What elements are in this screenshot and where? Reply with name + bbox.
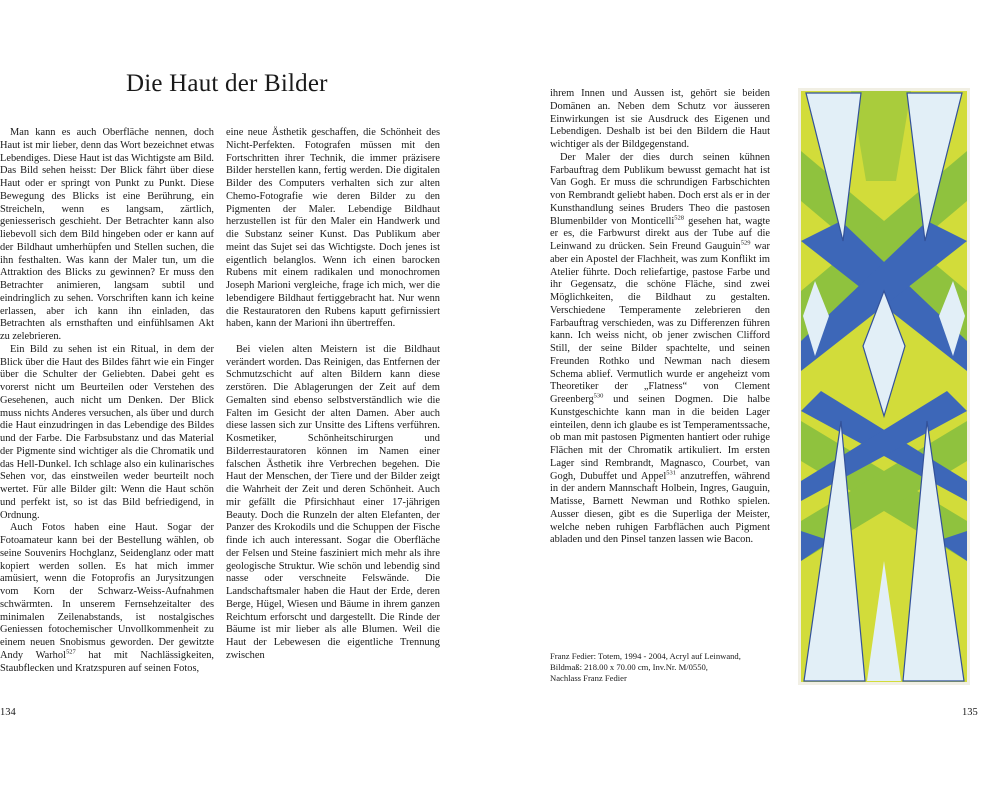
text-column-3 [550,88,770,547]
painting-totem [798,88,970,685]
paragraph: ihrem Innen und Aussen ist, gehört sie beiden Domänen an. Neben dem Schutz vor äusseren Einwirkungen ist sie Ausdruck des Eigenen und Lebendigen. Deshalb ist bei den Bildern die Haut wichtiger als der Bildgegenstand. [550,88,770,150]
page-number-right: 135 [962,707,978,718]
paragraph: Auch Fotos haben eine Haut. Sogar der Fotoamateur kann bei der Bestellung wählen, ob seine Souvenirs Hochglanz, Seidenglanz oder matt kopiert werden sollen. Es hat mich immer amüsiert, wenn die Fotoprofis an Jurysitzungen vom Korn der Schwarz-Weiss-Aufnahmen schwärmten. In unserem Fernsehzeitalter des minimalen Zeilenabstands, ist nostalgisches Geniessen fotochemischer Unvollkommenheit zu einem neuen Snobismus geworden. Der gewitzte Andy Warhol$^{527}$ hat mit Nachlässigkeiten, Staubflecken und Kratzspuren auf seinen Fotos, [0,522,214,674]
footnote-marker: 530 [593,392,604,400]
footnote-marker: 529 [740,239,751,247]
text-column-1 [0,127,214,675]
figure-caption [550,651,780,684]
caption-line: Nachlass Franz Fedier [550,673,627,683]
footnote-marker: 531 [666,469,676,477]
caption-line: Franz Fedier: Totem, 1994 - 2004, Acryl auf Leinwand, [550,651,741,661]
paragraph: Der Maler der dies durch seinen kühnen Farbauftrag dem Publikum bewusst gemacht hat ist Van Gogh. Er muss die schrundigen Farbschichten von Rembrandt geliebt haben. Doch erst als er in der Kunsthandlung seines Bruders Theo die pastosen Blumenbilder von Monticelli$^{528}$ gesehen hat, wagte er es, die Farbwurst direkt aus der Tube auf die Leinwand zu drücken. Sein Freund Gauguin$^{529}$ war aber ein Apostel der Flachheit, was zum Konflikt im Atelier führte. Doch reliefartige, pastose Farbe und ihr Gegensatz, die schöne Fläche, sind zwei Möglichkeiten, die Bildhaut zu gestalten. Verschiedene Temperamente zelebrieren den Farbauftrag verschieden, was zu Differenzen führen kann. Ich weiss nicht, ob jener zwischen Clifford Still, der seine Bilder spachtelte, und seinen Freunden Rothko und Newman nach diesem Schema ablief. Vermutlich wurde er angeheizt vom Theoretiker der „Flatness“ von Clement Greenberg$^{530}$ und seinen Dogmen. Die halbe Kunstgeschichte kann man in die beiden Lager einteilen, denn ich glaube es ist Temperamentssache, ob man mit pastosen Pigmenten hantiert oder ruhige Flächen mit der Chromatik artikuliert. Im ersten Lager sind Rembrandt, Magnasco, Courbet, van Gogh, Dubuffet und Appel$^{531}$ anzutreffen, während in der andern Mannschaft Holbein, Ingres, Gauguin, Matisse, Barnett Newman und Rothko spielen. Ausser diesen, gibt es die Superliga der Meister, welche neben ruhigen Farbflächen auch Pigment abladen und den Pinsel tanzen lassen wie Bacon. [550,151,770,546]
painting-artwork [801,91,967,682]
page-number-left: 134 [0,707,16,718]
paragraph: Ein Bild zu sehen ist ein Ritual, in dem der Blick über die Haut des Bildes fährt wie ein Finger über die Schulter der Geliebten. Dabei geht es vorerst nicht um Beurteilen oder Verstehen des Gesehenen, auch nicht um Denken. Der Blick muss nichts Anderes versuchen, als über und durch die Haut einzudringen in das Lebendige des Bildes und der Farbe. Die Farbsubstanz und das Material der Pigmente sind wichtiger als die Chromatik und das Hell-Dunkel. Ich schlage also ein kulinarisches Sehen vor, das einstweilen weder beurteilt noch wertet. Für alle Bilder gilt: Wenn die Haut schön und perfekt ist, so ist das Bild befriedigend, in Ordnung. [0,343,214,521]
paragraph: eine neue Ästhetik geschaffen, die Schönheit des Nicht-Perfekten. Fotografen müssen mit den Fortschritten ihrer Technik, die immer präzisere Bilder herstellen kann, fertig werden. Die digitalen Bilder des Computers verhalten sich zur alten Chemo-Fotografie wie deren Bilder zu den Pigmenten der Maler. Lebendige Bildhaut herzustellen ist für den Maler ein Handwerk und die Substanz seiner Kunst. Das Publikum aber meint das Sujet sei das Wichtigste. Doch jenes ist eigentlich belanglos. Wenn ich einen barocken Rubens mit einem radikalen und monochromen Joseph Marioni vergleiche, frage ich mich, wer die lebendigere Bildhaut fertiggebracht hat. Nur wenn die Restauratoren den Rubens kaputt gefirnissiert haben, kann der Marioni ihn übertreffen. [226,127,440,330]
caption-line: Bildmaß: 218.00 x 70.00 cm, Inv.Nr. M/0550, [550,662,708,672]
chapter-title: Die Haut der Bilder [126,70,328,97]
footnote-marker: 527 [65,648,76,656]
text-column-2 [226,127,440,663]
paragraph: Bei vielen alten Meistern ist die Bildhaut verändert worden. Das Reinigen, das Entfernen der Schmutzschicht auf alten Bildern kann diese zerstören. Die Ablagerungen der Zeit auf dem Gemalten sind ebenso selbstverständlich wie die Falten im Gesicht der alten Damen. Aber auch diese lassen sich zur Unsitte des Liftens verführen. Kosmetiker, Schönheitschirurgen und Bilderrestauratoren können im Namen einer falschen Ästhetik ihre Verbrechen begehen. Die Haut der Menschen, der Tiere und der Bilder zeigt die Wahrheit der Zeit und deren Schönheit. Auch mir gefällt die Pfirsichhaut einer 17-jährigen Beauty. Doch die Runzeln der alten Elefanten, der Panzer des Krokodils und die Schuppen der Fische finde ich auch interessant. Sogar die Oberfläche der Felsen und Steine fasziniert mich mehr als ihre geologische Struktur. Wie schön und lebendig sind nasse oder verschneite Felswände. Die Landschaftsmaler haben die Haut der Erde, deren Berge, Hügel, Wiesen und Bäume in ihrem ganzen Reichtum erforscht und dargestellt. Die Rinde der Bäume ist mir lieber als alle Blumen. Weil die Haut der Lebewesen die eigentliche Trennung zwischen [226,343,440,661]
paragraph: Man kann es auch Oberfläche nennen, doch Haut ist mir lieber, denn das Wort bezeichnet etwas Lebendiges. Diese Haut ist das Wichtigste am Bild. Das Bild sehen heisst: Der Blick fährt über diese Haut oder er springt von Punkt zu Punkt. Diese Bewegung des Blicks ist eine Berührung, ein Streicheln, wenn es langsam, zärtlich, geniesserisch geschieht. Der Betrachter kann also liebevoll sich dem Bild hingeben oder er kann auf der Bildhaut umherhüpfen und Stellen suchen, die ihn festhalten. Was kann der Maler tun, um die Attraktion des Blicks zu gewinnen? Er muss den Betrachter animieren, langsam subtil und eindringlich zu sehen. Vorschriften kann ich keine erlassen, aber ich kann ihn einladen, das Betrachten als ernsthaften und einfühlsamen Akt zu zelebrieren. [0,127,214,342]
footnote-marker: 528 [674,214,685,222]
